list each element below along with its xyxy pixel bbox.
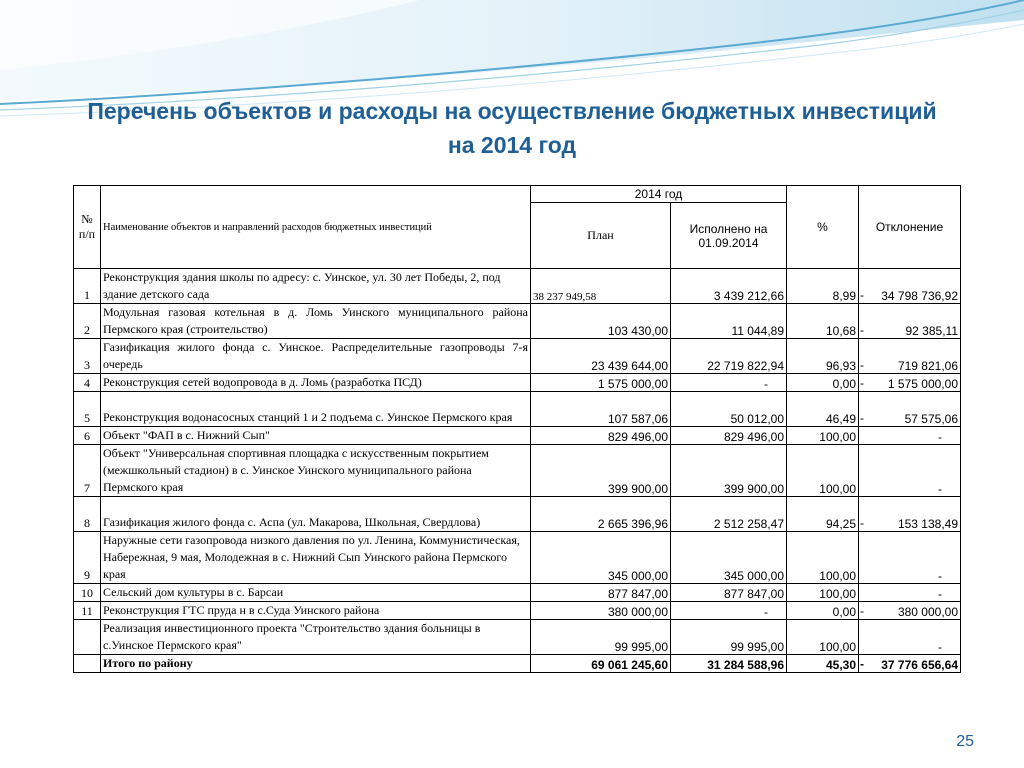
row-deviation (859, 584, 961, 602)
page-title: Перечень объектов и расходы на осуществление бюджетных инвестиций (87, 98, 937, 124)
row-number: 10 (74, 584, 101, 602)
row-percent: 100,00 (787, 620, 859, 655)
row-percent: 10,68 (787, 304, 859, 339)
header-year: 2014 год (531, 186, 787, 203)
table-row (74, 532, 961, 584)
row-deviation-value: - (938, 569, 942, 583)
table-total-row (74, 655, 961, 673)
header-plan: План (531, 203, 671, 269)
row-number (74, 620, 101, 655)
table-row (74, 374, 961, 392)
row-executed: - (671, 602, 787, 620)
row-name: Реализация инвестиционного проекта "Строительство здания больницы в с.Уинское Пермского края" (101, 620, 531, 655)
row-executed: 399 900,00 (671, 445, 787, 497)
page-title-year: на 2014 год (447, 132, 577, 158)
budget-investments-table (73, 185, 961, 673)
row-percent: 8,99 (787, 269, 859, 304)
row-name: Модульная газовая котельная в д. Ломь Уинского муниципального района Пермского края (строительство) (101, 304, 531, 339)
row-percent: 100,00 (787, 427, 859, 445)
row-deviation-value: - (938, 430, 942, 444)
row-plan: 345 000,00 (531, 532, 671, 584)
header-name: Наименование объектов и направлений расходов бюджетных инвестиций (101, 186, 531, 269)
row-deviation-value: 1 575 000,00 (887, 377, 958, 391)
row-executed: - (671, 374, 787, 392)
row-deviation (859, 304, 961, 339)
row-name: Реконструкция сетей водопровода в д. Ломь (разработка ПСД) (101, 374, 531, 392)
row-dash: - (860, 288, 864, 302)
row-percent: 0,00 (787, 374, 859, 392)
row-name: Реконструкция здания школы по адресу: с. Уинское, ул. 30 лет Победы, 2, под здание детского сада (101, 269, 531, 304)
total-dash: - (860, 657, 864, 671)
table-row (74, 620, 961, 655)
row-executed: 345 000,00 (671, 532, 787, 584)
row-deviation (859, 427, 961, 445)
header-percent: % (787, 186, 859, 269)
total-plan: 69 061 245,60 (531, 655, 671, 673)
row-number: 7 (74, 445, 101, 497)
header-number: № п/п (74, 186, 101, 269)
row-plan: 23 439 644,00 (531, 339, 671, 374)
row-deviation (859, 620, 961, 655)
row-plan: 399 900,00 (531, 445, 671, 497)
row-percent: 96,93 (787, 339, 859, 374)
row-plan: 38 237 949,58 (531, 269, 671, 304)
row-deviation-value: 92 385,11 (905, 324, 958, 338)
row-plan: 1 575 000,00 (531, 374, 671, 392)
row-executed: 829 496,00 (671, 427, 787, 445)
table-row (74, 392, 961, 427)
table-row (74, 445, 961, 497)
table-row (74, 339, 961, 374)
row-deviation-value: - (938, 587, 942, 601)
row-executed: 3 439 212,66 (671, 269, 787, 304)
row-percent: 94,25 (787, 497, 859, 532)
row-executed: 2 512 258,47 (671, 497, 787, 532)
total-executed: 31 284 588,96 (671, 655, 787, 673)
row-name: Сельский дом культуры в с. Барсаи (101, 584, 531, 602)
row-percent: 100,00 (787, 445, 859, 497)
row-deviation (859, 339, 961, 374)
table-row (74, 269, 961, 304)
row-deviation (859, 532, 961, 584)
row-executed: 22 719 822,94 (671, 339, 787, 374)
row-executed: 99 995,00 (671, 620, 787, 655)
row-dash: - (860, 376, 864, 390)
row-plan: 2 665 396,96 (531, 497, 671, 532)
table-row (74, 602, 961, 620)
row-percent: 100,00 (787, 584, 859, 602)
row-deviation (859, 602, 961, 620)
row-deviation (859, 374, 961, 392)
row-executed: 50 012,00 (671, 392, 787, 427)
row-number: 11 (74, 602, 101, 620)
row-percent: 46,49 (787, 392, 859, 427)
header-deviation: Отклонение (859, 186, 961, 269)
row-dash: - (860, 411, 864, 425)
row-plan: 380 000,00 (531, 602, 671, 620)
row-number: 4 (74, 374, 101, 392)
row-plan: 103 430,00 (531, 304, 671, 339)
row-name: Газификация жилого фонда с. Аспа (ул. Макарова, Школьная, Свердлова) (101, 497, 531, 532)
row-number: 9 (74, 532, 101, 584)
row-dash: - (860, 323, 864, 337)
row-percent: 0,00 (787, 602, 859, 620)
row-name: Газификация жилого фонда с. Уинское. Распределительные газопроводы 7-я очередь (101, 339, 531, 374)
row-number: 2 (74, 304, 101, 339)
page-number: 25 (956, 733, 974, 750)
row-deviation (859, 497, 961, 532)
total-percent: 45,30 (787, 655, 859, 673)
row-dash: - (860, 604, 864, 618)
row-deviation-value: 153 138,49 (897, 517, 958, 531)
row-deviation-value: 34 798 736,92 (881, 289, 958, 303)
row-plan: 829 496,00 (531, 427, 671, 445)
row-deviation (859, 392, 961, 427)
row-number: 5 (74, 392, 101, 427)
row-deviation-value: 719 821,06 (897, 359, 958, 373)
table-row (74, 497, 961, 532)
row-number: 8 (74, 497, 101, 532)
row-number: 3 (74, 339, 101, 374)
row-name: Наружные сети газопровода низкого давления по ул. Ленина, Коммунистическая, Набережная, 9 мая, Молодежная в с. Нижний Сып Уинского района Пермского края (101, 532, 531, 584)
row-plan: 877 847,00 (531, 584, 671, 602)
table-row (74, 584, 961, 602)
row-executed: 11 044,89 (671, 304, 787, 339)
row-name: Реконструкция водонасосных станций 1 и 2 подъема с. Уинское Пермского края (101, 392, 531, 427)
row-plan: 107 587,06 (531, 392, 671, 427)
header-executed: Исполнено на 01.09.2014 (671, 203, 787, 269)
row-name: Реконструкция ГТС пруда н в с.Суда Уинского района (101, 602, 531, 620)
row-deviation-value: 57 575,06 (904, 412, 958, 426)
total-deviation-value: 37 776 656,64 (881, 658, 958, 672)
row-dash: - (860, 516, 864, 530)
row-name: Объект "Универсальная спортивная площадка с искусственным покрытием (межшкольный стадион) в с. Уинское Уинского муниципального района Пермского края (101, 445, 531, 497)
row-plan: 99 995,00 (531, 620, 671, 655)
row-dash: - (860, 358, 864, 372)
total-deviation (859, 655, 961, 673)
table-row (74, 304, 961, 339)
row-deviation-value: - (938, 482, 942, 496)
row-deviation (859, 445, 961, 497)
row-deviation-value: - (938, 640, 942, 654)
row-deviation (859, 269, 961, 304)
row-percent: 100,00 (787, 532, 859, 584)
table-row (74, 427, 961, 445)
row-executed: 877 847,00 (671, 584, 787, 602)
total-number-cell (74, 655, 101, 673)
row-number: 1 (74, 269, 101, 304)
row-number: 6 (74, 427, 101, 445)
row-name: Объект "ФАП в с. Нижний Сып" (101, 427, 531, 445)
total-label: Итого по району (101, 655, 531, 673)
row-deviation-value: 380 000,00 (897, 605, 958, 619)
